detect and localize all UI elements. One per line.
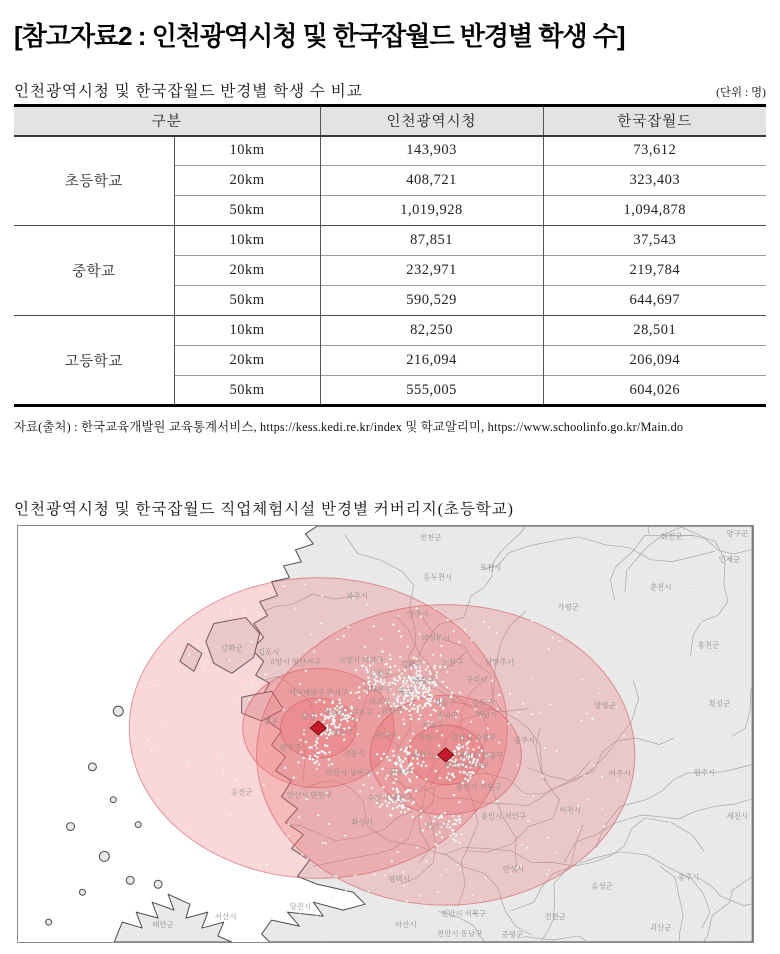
cell-jobworld-value: 644,697 [543, 286, 766, 316]
region-label: 안산시 상록구 [325, 767, 371, 777]
header-incheon: 인천광역시청 [320, 106, 543, 136]
cell-radius: 20km [174, 166, 320, 196]
region-label: 강동구 [471, 698, 494, 708]
region-label: 제천시 [726, 811, 749, 821]
small-island-shape [135, 822, 141, 828]
cell-incheon-value: 1,019,928 [320, 196, 543, 226]
region-label: 용인시 수지구 [443, 760, 490, 770]
region-label: 김포시 [257, 647, 280, 657]
region-label: 음성군 [591, 881, 613, 891]
cell-radius: 10km [174, 316, 320, 346]
small-island-shape [46, 919, 52, 925]
region-label: 의정부시 [421, 633, 451, 643]
small-island-shape [110, 797, 116, 803]
cell-radius: 20km [174, 346, 320, 376]
region-label: 하남시 [475, 710, 498, 720]
region-label: 강북구 [401, 659, 423, 669]
region-label: 연천군 [419, 532, 442, 542]
region-label: 춘천시 [649, 582, 672, 592]
cell-jobworld-value: 323,403 [543, 166, 766, 196]
coverage-map [18, 526, 753, 942]
small-island-shape [126, 876, 134, 884]
region-label: 고양시 일산서구 [268, 657, 321, 667]
cell-jobworld-value: 219,784 [543, 256, 766, 286]
small-island-shape [113, 706, 123, 716]
region-label: 성남시 분당구 [457, 750, 504, 760]
region-label: 양구군 [726, 528, 749, 538]
region-label: 마포구 [369, 697, 391, 707]
cell-jobworld-value: 1,094,878 [543, 196, 766, 226]
cell-incheon-value: 87,851 [320, 226, 543, 256]
region-label: 원주시 [693, 767, 716, 777]
map-title: 인천광역시청 및 한국잡월드 직업체험시설 반경별 커버리지(초등학교) [14, 501, 514, 518]
region-label: 증평군 [501, 930, 524, 940]
region-label: 관악구 [375, 730, 397, 740]
table-subtitle: 인천광역시청 및 한국잡월드 반경별 학생 수 비교 [14, 83, 363, 100]
region-label: 용인시 처인구 [480, 811, 527, 821]
region-label: 충주시 [677, 872, 700, 882]
small-island-shape [79, 889, 85, 895]
region-label: 안성시 [502, 864, 525, 874]
region-label: 중랑구 [413, 676, 435, 686]
region-label: 오산시 [424, 821, 447, 831]
region-label: 구리시 [465, 675, 488, 685]
region-label: 서대문구 [362, 685, 392, 695]
cell-radius: 50km [174, 286, 320, 316]
region-label: 성동구 [433, 698, 456, 708]
region-label: 은평구 [369, 668, 391, 678]
region-label: 연수구 [279, 742, 302, 752]
region-label: 광주시 [513, 735, 536, 745]
region-label: 괴산군 [649, 923, 672, 933]
region-label: 성남시 수정구 [450, 732, 497, 742]
region-label: 홍천군 [697, 640, 720, 650]
region-label: 평택시 [388, 874, 410, 884]
cell-jobworld-value: 37,543 [543, 226, 766, 256]
region-label: 금천구 [381, 706, 403, 716]
page-title: [참고자료2 : 인천광역시청 및 한국잡월드 반경별 학생 수] [14, 21, 625, 51]
region-label: 파주시 [346, 591, 368, 601]
region-label: 시흥시 [343, 748, 365, 758]
region-label: 아산시 [395, 920, 417, 930]
coverage-map-frame [17, 525, 754, 943]
table-caption-row [14, 79, 766, 101]
cell-incheon-value: 408,721 [320, 166, 543, 196]
region-label: 남동구 [331, 727, 354, 737]
region-label: 중구 [397, 687, 413, 697]
region-label: 중구 [263, 717, 278, 727]
cell-radius: 50km [174, 196, 320, 226]
region-label: 의왕시 [412, 749, 434, 759]
region-label: 이천시 [559, 805, 581, 815]
unit-label: (단위 : 명) [716, 87, 766, 99]
region-label: 양주시 [407, 609, 429, 619]
header-category: 구분 [14, 106, 320, 136]
region-label: 서산시 [214, 912, 237, 922]
table-row [14, 136, 766, 166]
region-label: 서구계양구 강서구 [288, 688, 349, 698]
region-label: 구로구 [351, 708, 373, 718]
cell-school-type: 고등학교 [14, 316, 174, 406]
region-label: 군포시 [389, 766, 411, 776]
cell-radius: 20km [174, 256, 320, 286]
cell-school-type: 중학교 [14, 226, 174, 316]
small-island-shape [99, 851, 109, 861]
region-label: 포천시 [479, 562, 502, 572]
region-label: 부평구 [323, 708, 346, 718]
table-header-row [14, 106, 766, 136]
cell-incheon-value: 232,971 [320, 256, 543, 286]
region-label: 수원시 권선구 [367, 793, 413, 803]
cell-radius: 10km [174, 136, 320, 166]
small-island-shape [88, 763, 96, 771]
cell-incheon-value: 590,529 [320, 286, 543, 316]
region-label: 당진시 [289, 902, 312, 912]
region-label: 서초구 [421, 721, 444, 731]
table-row [14, 226, 766, 256]
region-label: 천안시 서북구 [440, 909, 487, 919]
region-label: 동두천시 [423, 572, 453, 582]
cell-jobworld-value: 604,026 [543, 376, 766, 406]
region-label: 여주시 [609, 768, 631, 778]
cell-incheon-value: 555,005 [320, 376, 543, 406]
region-label: 노원구 [441, 657, 464, 667]
cell-jobworld-value: 28,501 [543, 316, 766, 346]
region-label: 화성시 [351, 817, 373, 827]
region-label: 옹진군 [230, 787, 253, 797]
cell-radius: 10km [174, 226, 320, 256]
region-label: 천안시 동남구 [437, 929, 483, 939]
region-label: 진천군 [544, 912, 566, 922]
region-label: 인제군 [718, 554, 741, 564]
region-label: 가평군 [557, 602, 579, 612]
region-label: 동구 [301, 712, 316, 722]
cell-incheon-value: 143,903 [320, 136, 543, 166]
region-label: 양평군 [594, 701, 616, 711]
source-note: 자료(출처) : 한국교육개발원 교육통계서비스, https://kess.kedi.re.kr/index 및 학교알리미, https://www.schoolinfo.go.kr/Main.do [14, 420, 684, 434]
table-row [14, 316, 766, 346]
small-island-shape [154, 880, 162, 888]
region-label: 횡성군 [708, 699, 731, 709]
cell-incheon-value: 216,094 [320, 346, 543, 376]
cell-radius: 50km [174, 376, 320, 406]
student-count-table [14, 104, 766, 407]
region-label: 고양시 덕양구 [338, 655, 384, 665]
region-label: 안산시 단원구 [286, 790, 333, 800]
cell-jobworld-value: 206,094 [543, 346, 766, 376]
small-island-shape [67, 823, 75, 831]
region-label: 강화군 [220, 643, 243, 653]
region-label: 용인시 기흥구 [455, 782, 502, 792]
region-label: 송파구 [436, 711, 459, 721]
region-label: 화천군 [660, 531, 683, 541]
cell-jobworld-value: 73,612 [543, 136, 766, 166]
region-label: 태안군 [152, 920, 174, 930]
region-label: 과천시 [417, 732, 440, 742]
header-jobworld: 한국잡월드 [543, 106, 766, 136]
region-label: 남양주시 [485, 657, 514, 667]
cell-incheon-value: 82,250 [320, 316, 543, 346]
cell-school-type: 초등학교 [14, 136, 174, 226]
